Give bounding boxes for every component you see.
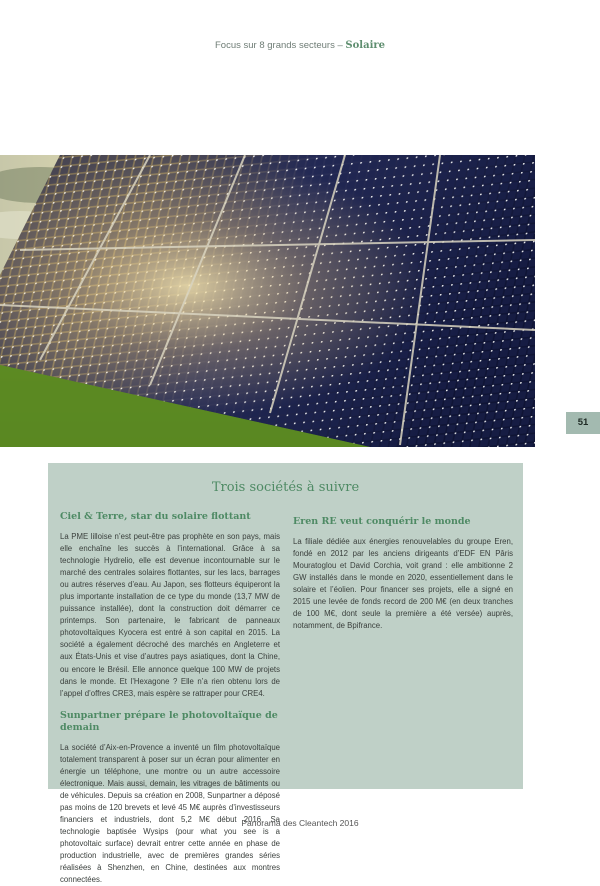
header-section: Solaire (345, 40, 386, 51)
section-heading: Eren RE veut conquérir le monde (293, 516, 471, 527)
section-text: La société d’Aix-en-Provence a inventé un film photovoltaïque totalement transparent à poser sur un écran pour alimenter en énergie un téléphone, une montre ou un autre accessoire électronique. Mais aussi, demain, les vitrages de bâtiments ou de véhicules. Depuis sa création en 2008, Sunpartner a déposé pas moins de 120 brevets et levé 45 M€ auprès d’investisseurs financiers et industriels, dont 5,2 M€ début 2016. Sa technologie baptisée Wysips (pour what you see is a photovoltaic surface) devrait entrer cette année en phase de production industrielle, avec de premières grandes séries réalisées à Shenzhen, en Chine, destinées aux montres connectées. (60, 742, 280, 885)
section-heading: Ciel & Terre, star du solaire flottant (60, 511, 251, 522)
left-column (60, 511, 280, 886)
right-column (293, 516, 513, 632)
running-header (0, 40, 600, 51)
page-number-tab: 51 (566, 412, 600, 434)
page-footer: Panorama des Cleantech 2016 (241, 818, 359, 828)
header-prefix: Focus sur 8 grands secteurs – (214, 40, 346, 51)
box-title: Trois sociétés à suivre (211, 480, 360, 495)
solar-panels-photo (0, 155, 535, 447)
section-text: La PME lilloise n’est peut-être pas prophète en son pays, mais elle enchaîne les succès à l’international. Grâce à sa technologie Hydrelio, elle est devenue incontournable sur le marché des centrales solaires flottantes, sur les lacs, barrages ou autres réserves d’eau. Au Japon, ses flotteurs équiperont la plus importante installation de ce type du monde (13,7 MW de puissance installée), dont la construction doit démarrer ce printemps. Son partenaire, le fabricant de panneaux photovoltaïques Kyocera est entré à son capital en 2015. La société a également décroché des marchés en Angleterre et aux États-Unis et vise d’autres pays asiatiques, dont la Chine, ou encore le Brésil. Elle annonce quelque 100 MW de projets dans le monde. Et l’Hexagone ? Elle n’a rien obtenu lors de l’appel d’offres CRE3, mais espère se rattraper pour CRE4. (60, 532, 280, 698)
section-text: La filiale dédiée aux énergies renouvelables du groupe Eren, fondé en 2012 par les anciens dirigeants d’EDF EN Pâris Mouratoglou et David Corchia, voit grand : elle ambitionne 2 GW installés dans le monde en 2020, essentiellement dans le solaire et l’éolien. Pour financer ses projets, elle a signé en 2015 une levée de fonds record de 200 M€ (en deux tranches de 100 M€, dont seule la première a été versée) auprès, notamment, de Bpifrance. (293, 537, 513, 631)
section-heading: Sunpartner prépare le photovoltaïque de demain (60, 709, 278, 733)
